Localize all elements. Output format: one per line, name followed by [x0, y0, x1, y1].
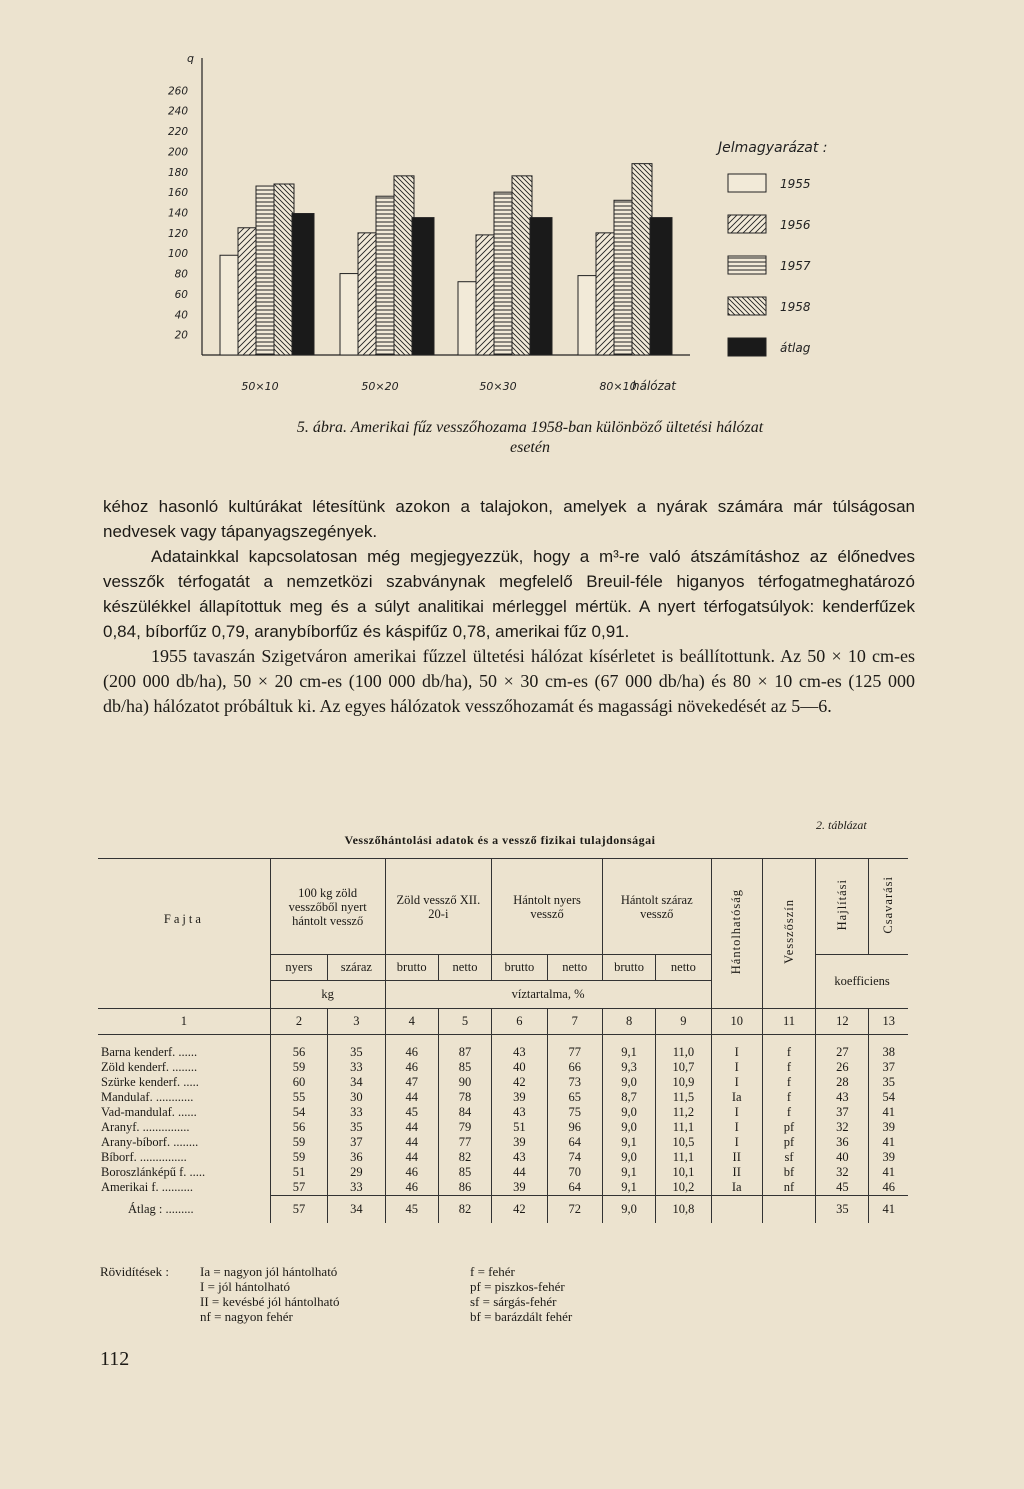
spacer-row: [98, 1035, 908, 1045]
table-cell: 65: [547, 1090, 602, 1105]
header-nyers-sub: nyers: [270, 955, 327, 981]
data-table: [98, 858, 908, 1223]
table-cell: 10,9: [656, 1075, 711, 1090]
column-number: 12: [816, 1009, 869, 1035]
table-cell: 34: [328, 1195, 385, 1223]
table-cell: 59: [270, 1135, 327, 1150]
table-cell: 40: [816, 1150, 869, 1165]
table-cell: 66: [547, 1060, 602, 1075]
x-tick-label: 50×20: [361, 380, 399, 393]
table-cell: 37: [869, 1060, 908, 1075]
table-cell: 82: [438, 1195, 491, 1223]
table-cell: 35: [328, 1045, 385, 1060]
table-cell: 41: [869, 1195, 908, 1223]
table-cell: 33: [328, 1180, 385, 1196]
table-cell: Ia: [711, 1090, 762, 1105]
table-cell: 11,0: [656, 1045, 711, 1060]
row-name: Amerikai f. ..........: [101, 1179, 193, 1194]
table-cell: 59: [270, 1150, 327, 1165]
table-cell: 37: [816, 1105, 869, 1120]
table-cell: I: [711, 1105, 762, 1120]
table-cell: f: [762, 1060, 815, 1075]
body-text: [103, 494, 915, 719]
y-tick-label: 120: [167, 227, 188, 240]
table-cell: 44: [385, 1120, 438, 1135]
legend-swatch-átlag: [728, 338, 766, 356]
y-tick-label: 20: [174, 329, 188, 342]
bar-átlag-80×10: [650, 218, 672, 355]
table-cell: 46: [385, 1045, 438, 1060]
header-kg: kg: [270, 981, 385, 1009]
y-tick-label: 160: [167, 187, 188, 200]
header-brutto-1: brutto: [385, 955, 438, 981]
table-cell: f: [762, 1045, 815, 1060]
header-netto-1: netto: [438, 955, 491, 981]
table-cell: 34: [328, 1075, 385, 1090]
table-cell: 45: [816, 1180, 869, 1196]
bar-1958-50×10: [274, 184, 294, 355]
table-cell: f: [762, 1105, 815, 1120]
header-brutto-3: brutto: [602, 955, 655, 981]
y-axis-label: q: [187, 52, 194, 65]
table-cell: 41: [869, 1165, 908, 1180]
x-tick-label: 50×30: [479, 380, 517, 393]
y-tick-label: 60: [174, 288, 188, 301]
table-cell: I: [711, 1120, 762, 1135]
x-axis-suffix: hálózat: [632, 379, 676, 393]
table-cell: pf: [762, 1135, 815, 1150]
bar-átlag-50×30: [530, 218, 552, 355]
y-tick-label: 180: [167, 166, 188, 179]
table-cell: 78: [438, 1090, 491, 1105]
table-cell: 27: [816, 1045, 869, 1060]
table-cell: sf: [762, 1150, 815, 1165]
header-csavarasi: Csavarási: [881, 875, 896, 934]
table-cell: 39: [492, 1135, 547, 1150]
table-cell: 33: [328, 1060, 385, 1075]
table-cell: I: [711, 1060, 762, 1075]
bar-1958-80×10: [632, 164, 652, 355]
table-cell: 10,8: [656, 1195, 711, 1223]
figure-caption-text: Amerikai fűz vesszőhozama 1958-ban különböző ültetési hálózat: [350, 419, 764, 436]
table-cell: 85: [438, 1060, 491, 1075]
average-row: [98, 1195, 908, 1223]
table-cell: 86: [438, 1180, 491, 1196]
table-cell: 54: [869, 1090, 908, 1105]
abbreviation-left-0: Ia = nagyon jól hántolható: [200, 1264, 338, 1279]
header-nyers: Hántolt nyers vessző: [492, 859, 603, 955]
table-cell: 32: [816, 1165, 869, 1180]
table-cell: 96: [547, 1120, 602, 1135]
header-szaraz: Hántolt száraz vessző: [602, 859, 711, 955]
table-cell: 73: [547, 1075, 602, 1090]
table-cell: 10,2: [656, 1180, 711, 1196]
row-name: Vad-mandulaf. ......: [101, 1104, 197, 1119]
table-cell: 38: [869, 1045, 908, 1060]
table-cell: nf: [762, 1180, 815, 1196]
table-cell: 35: [816, 1195, 869, 1223]
table-cell: 35: [328, 1120, 385, 1135]
bar-chart: [150, 40, 870, 400]
table-cell: 77: [438, 1135, 491, 1150]
table-cell: 72: [547, 1195, 602, 1223]
legend-swatch-1958: [728, 297, 766, 315]
table-cell: 10,7: [656, 1060, 711, 1075]
table-cell: 9,3: [602, 1060, 655, 1075]
table-cell: 44: [385, 1150, 438, 1165]
y-tick-label: 140: [167, 207, 188, 220]
table-row: [98, 1045, 908, 1060]
table-cell: [711, 1195, 762, 1223]
bar-1956-50×20: [358, 233, 378, 355]
table-cell: 44: [385, 1090, 438, 1105]
table-cell: 41: [869, 1135, 908, 1150]
abbreviation-left-1: I = jól hántolható: [200, 1279, 291, 1294]
table-label: 2. táblázat: [816, 818, 867, 832]
table-cell: 26: [816, 1060, 869, 1075]
bar-1956-50×30: [476, 235, 496, 355]
bar-1958-50×20: [394, 176, 414, 355]
table-cell: 37: [328, 1135, 385, 1150]
header-fajta: Fajta: [98, 859, 270, 981]
row-name: Zöld kenderf. ........: [101, 1059, 198, 1074]
table-cell: 9,0: [602, 1150, 655, 1165]
paragraph-1: kéhoz hasonló kultúrákat létesítünk azokon a talajokon, amelyek a nyárak számára már túlságosan nedvesek vagy tápanyagszegények.: [103, 497, 915, 541]
table-cell: I: [711, 1135, 762, 1150]
table-cell: 56: [270, 1045, 327, 1060]
legend-label-1955: 1955: [780, 177, 811, 191]
table-cell: 70: [547, 1165, 602, 1180]
y-tick-label: 200: [167, 146, 188, 159]
table-cell: Ia: [711, 1180, 762, 1196]
table-title: Vesszőhántolási adatok és a vessző fizikai tulajdonságai: [344, 833, 656, 847]
table-cell: 32: [816, 1120, 869, 1135]
abbreviation-right-0: f = fehér: [470, 1264, 515, 1279]
abbreviation-right-2: sf = sárgás-fehér: [470, 1294, 557, 1309]
table-cell: 87: [438, 1045, 491, 1060]
row-name: Bíborf. ...............: [101, 1149, 187, 1164]
bar-1957-50×10: [256, 186, 276, 355]
y-tick-label: 40: [174, 309, 188, 322]
table-row: [98, 1090, 908, 1105]
table-cell: II: [711, 1165, 762, 1180]
paragraph-2: Adatainkkal kapcsolatosan még megjegyezzük, hogy a m³-re való átszámításhoz az élőnedves vesszők térfogatát a nemzetközi szabványnak megfelelő Breuil-féle higanyos térfogatmeghatározó készülékkel állapítottuk meg és a súlyt analitikai mérleggel mértük. A nyert térfogatsúlyok: kenderfűzek 0,84, bíborfűz 0,79, aranybíborfűz és káspifűz 0,78, amerikai fűz 0,91.: [103, 547, 915, 641]
table-cell: 39: [492, 1180, 547, 1196]
table-cell: 56: [270, 1120, 327, 1135]
header-zold: Zöld vessző XII. 20-i: [385, 859, 492, 955]
row-name: Átlag : .........: [128, 1201, 194, 1216]
table-row: [98, 1135, 908, 1150]
column-number: 13: [869, 1009, 908, 1035]
table-cell: 9,1: [602, 1045, 655, 1060]
legend-swatch-1956: [728, 215, 766, 233]
table-cell: 9,0: [602, 1120, 655, 1135]
legend-swatch-1957: [728, 256, 766, 274]
bar-1955-80×10: [578, 276, 598, 355]
table-cell: 39: [869, 1120, 908, 1135]
table-cell: 10,1: [656, 1165, 711, 1180]
table-cell: 45: [385, 1105, 438, 1120]
bar-1955-50×30: [458, 282, 478, 355]
table-cell: 30: [328, 1090, 385, 1105]
legend-label-átlag: átlag: [780, 341, 811, 355]
abbreviation-right-3: bf = barázdált fehér: [470, 1309, 573, 1324]
table-cell: 43: [816, 1090, 869, 1105]
table-cell: 28: [816, 1075, 869, 1090]
header-viztartalma: víztartalma, %: [385, 981, 711, 1009]
table-cell: 51: [270, 1165, 327, 1180]
legend-label-1956: 1956: [780, 218, 811, 232]
table-cell: 64: [547, 1180, 602, 1196]
row-name: Barna kenderf. ......: [101, 1044, 198, 1059]
legend-label-1957: 1957: [780, 259, 811, 273]
column-number-row: [98, 1009, 908, 1035]
table-cell: [762, 1195, 815, 1223]
column-number: 11: [762, 1009, 815, 1035]
y-tick-label: 240: [167, 105, 188, 118]
table-cell: 8,7: [602, 1090, 655, 1105]
table-cell: 11,1: [656, 1150, 711, 1165]
row-name: Aranyf. ...............: [101, 1119, 190, 1134]
paragraph-3: 1955 tavaszán Szigetváron amerikai fűzzel ültetési hálózat kísérletet is beállítottunk. Az 50 × 10 cm-es (200 000 db/ha), 50 × 20 cm-es (100 000 db/ha), 50 × 30 cm-es (67 000 db/ha) és 80 × 10 cm-es (125 000 db/ha) hálózatot próbáltuk ki. Az egyes hálózatok vesszőhozamát és magassági növekedését az 5—6.: [103, 646, 915, 716]
y-tick-label: 100: [167, 248, 188, 261]
table-cell: 46: [385, 1165, 438, 1180]
table-row: [98, 1150, 908, 1165]
table-cell: 9,1: [602, 1135, 655, 1150]
bar-1957-80×10: [614, 200, 634, 355]
bar-átlag-50×10: [292, 214, 314, 355]
table-cell: 55: [270, 1090, 327, 1105]
figure-caption: [150, 418, 910, 458]
table-cell: 45: [385, 1195, 438, 1223]
figure-caption-text-2: esetén: [510, 439, 550, 456]
table-cell: 9,1: [602, 1180, 655, 1196]
table-cell: 60: [270, 1075, 327, 1090]
header-szaraz-sub: száraz: [328, 955, 385, 981]
legend-title: Jelmagyarázat :: [718, 140, 828, 156]
column-number: 4: [385, 1009, 438, 1035]
x-tick-label: 50×10: [241, 380, 279, 393]
legend-swatch-1955: [728, 174, 766, 192]
row-name: Mandulaf. ............: [101, 1089, 194, 1104]
column-number: 2: [270, 1009, 327, 1035]
abbreviation-right-1: pf = piszkos-fehér: [470, 1279, 565, 1294]
table-cell: II: [711, 1150, 762, 1165]
table-cell: 11,1: [656, 1120, 711, 1135]
table-cell: 59: [270, 1060, 327, 1075]
column-number: 9: [656, 1009, 711, 1035]
header-brutto-2: brutto: [492, 955, 547, 981]
bar-1955-50×20: [340, 274, 360, 355]
table-cell: 79: [438, 1120, 491, 1135]
legend-label-1958: 1958: [780, 300, 811, 314]
abbreviation-left-3: nf = nagyon fehér: [200, 1309, 293, 1324]
table-cell: 43: [492, 1045, 547, 1060]
table-cell: 85: [438, 1165, 491, 1180]
page-number: 112: [100, 1348, 130, 1370]
row-name: Boroszlánképű f. .....: [101, 1164, 206, 1179]
table-cell: 84: [438, 1105, 491, 1120]
table-cell: 9,0: [602, 1195, 655, 1223]
table-cell: 64: [547, 1135, 602, 1150]
table-cell: 29: [328, 1165, 385, 1180]
table-cell: 42: [492, 1195, 547, 1223]
table-cell: pf: [762, 1120, 815, 1135]
table-cell: 11,5: [656, 1090, 711, 1105]
table-cell: 51: [492, 1120, 547, 1135]
column-number: 6: [492, 1009, 547, 1035]
table-cell: 43: [492, 1105, 547, 1120]
abbreviations-right: [470, 1264, 572, 1324]
bar-1955-50×10: [220, 255, 240, 355]
header-vesszoszin: Vesszőszín: [781, 899, 796, 964]
y-tick-label: 80: [174, 268, 188, 281]
table-cell: 57: [270, 1195, 327, 1223]
table-cell: 46: [385, 1180, 438, 1196]
table-cell: 39: [492, 1090, 547, 1105]
table-row: [98, 1060, 908, 1075]
column-number: 10: [711, 1009, 762, 1035]
table-cell: 36: [816, 1135, 869, 1150]
header-koefficiens: koefficiens: [816, 955, 908, 1009]
table-cell: 9,1: [602, 1165, 655, 1180]
table-cell: f: [762, 1090, 815, 1105]
table-cell: bf: [762, 1165, 815, 1180]
bar-1957-50×30: [494, 192, 514, 355]
table-cell: 35: [869, 1075, 908, 1090]
table-cell: 44: [385, 1135, 438, 1150]
column-number: 1: [98, 1009, 270, 1035]
column-number: 8: [602, 1009, 655, 1035]
bar-1956-50×10: [238, 228, 258, 355]
row-name: Szürke kenderf. .....: [101, 1074, 199, 1089]
table-cell: 47: [385, 1075, 438, 1090]
table-cell: 54: [270, 1105, 327, 1120]
table-row: [98, 1105, 908, 1120]
x-tick-label: 80×10: [599, 380, 637, 393]
bar-átlag-50×20: [412, 218, 434, 355]
table-cell: 9,0: [602, 1105, 655, 1120]
table-row: [98, 1165, 908, 1180]
table-cell: 57: [270, 1180, 327, 1196]
abbreviations-left: [200, 1264, 339, 1324]
header-netto-3: netto: [656, 955, 711, 981]
table-cell: 39: [869, 1150, 908, 1165]
data-table-wrapper: [98, 858, 908, 1223]
column-number: 3: [328, 1009, 385, 1035]
table-cell: 46: [869, 1180, 908, 1196]
table-cell: 43: [492, 1150, 547, 1165]
y-tick-label: 260: [167, 85, 188, 98]
table-cell: 33: [328, 1105, 385, 1120]
table-cell: f: [762, 1075, 815, 1090]
table-cell: I: [711, 1075, 762, 1090]
table-cell: 46: [385, 1060, 438, 1075]
table-cell: 74: [547, 1150, 602, 1165]
table-cell: 75: [547, 1105, 602, 1120]
row-name: Arany-bíborf. ........: [101, 1134, 199, 1149]
table-cell: 10,5: [656, 1135, 711, 1150]
abbreviation-left-2: II = kevésbé jól hántolható: [200, 1294, 340, 1309]
table-cell: 44: [492, 1165, 547, 1180]
table-cell: 36: [328, 1150, 385, 1165]
table-cell: 40: [492, 1060, 547, 1075]
table-row: [98, 1120, 908, 1135]
bar-1958-50×30: [512, 176, 532, 355]
abbreviations-label: Rövidítések :: [100, 1264, 169, 1279]
table-row: [98, 1180, 908, 1196]
table-cell: 77: [547, 1045, 602, 1060]
table-row: [98, 1075, 908, 1090]
table-cell: 90: [438, 1075, 491, 1090]
header-100kg: 100 kg zöld vesszőből nyert hántolt vessző: [270, 859, 385, 955]
figure-number: 5. ábra.: [296, 419, 348, 436]
header-hantolhatosag: Hántolhatóság: [729, 888, 744, 975]
table-cell: 82: [438, 1150, 491, 1165]
header-hajlitasi: Hajlítási: [834, 878, 849, 931]
table-cell: 9,0: [602, 1075, 655, 1090]
column-number: 5: [438, 1009, 491, 1035]
table-cell: 41: [869, 1105, 908, 1120]
bar-1957-50×20: [376, 196, 396, 355]
table-cell: 42: [492, 1075, 547, 1090]
table-cell: I: [711, 1045, 762, 1060]
header-netto-2: netto: [547, 955, 602, 981]
y-tick-label: 220: [167, 126, 188, 139]
bar-1956-80×10: [596, 233, 616, 355]
column-number: 7: [547, 1009, 602, 1035]
table-cell: 11,2: [656, 1105, 711, 1120]
